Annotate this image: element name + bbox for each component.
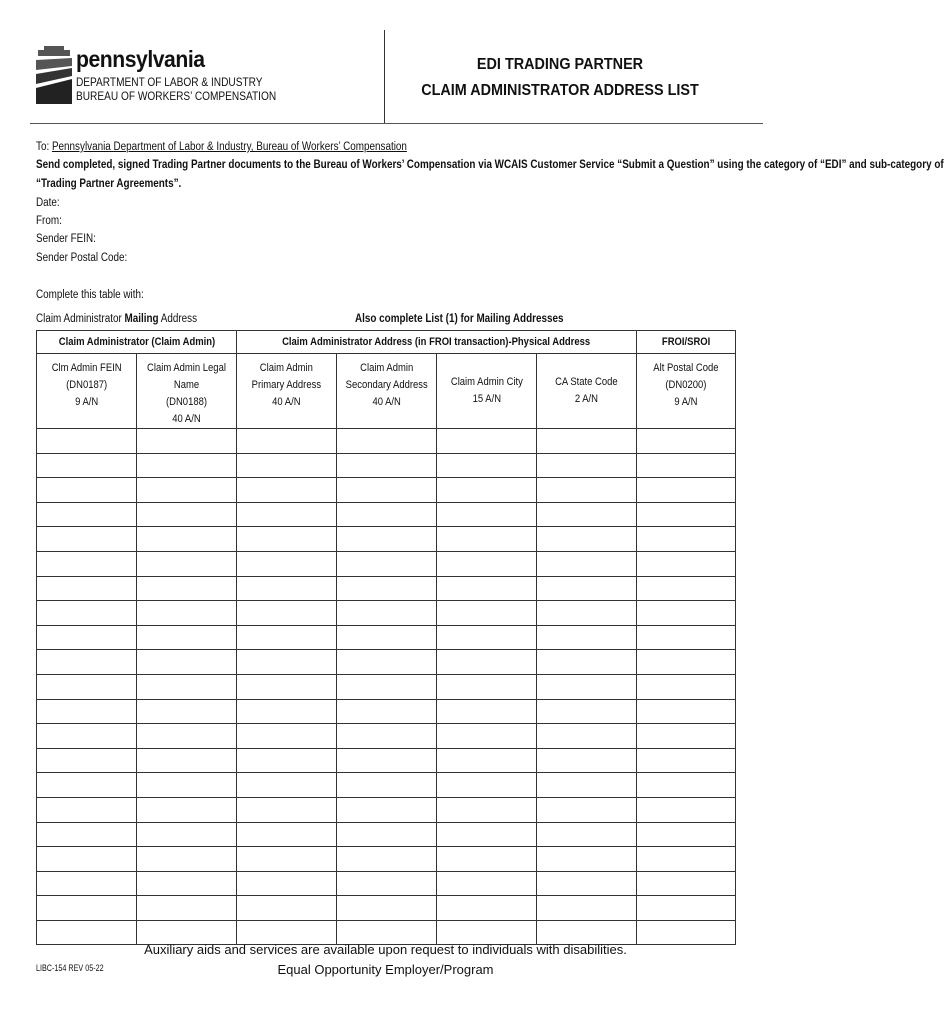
table-cell[interactable]: [537, 699, 637, 724]
form-number: LIBC-154 REV 05-22: [36, 963, 104, 973]
table-cell[interactable]: [137, 576, 237, 601]
table-cell[interactable]: [137, 847, 237, 872]
table-cell[interactable]: [437, 527, 537, 552]
table-cell[interactable]: [637, 453, 736, 478]
table-cell[interactable]: [337, 601, 437, 626]
group-header-claim-admin: Claim Administrator (Claim Admin): [37, 331, 237, 354]
address-list-table: [36, 330, 736, 945]
table-cell[interactable]: [37, 896, 137, 921]
table-cell[interactable]: [337, 551, 437, 576]
send-instructions-line2: “Trading Partner Agreements”.: [36, 178, 182, 190]
table-cell[interactable]: [137, 773, 237, 798]
table-cell[interactable]: [637, 502, 736, 527]
send-instructions-line1: Send completed, signed Trading Partner documents to the Bureau of Workers’ Compensation via WCAIS Customer Service “Submit a Question” using the category of “EDI” and sub-category of: [36, 159, 944, 171]
table-cell[interactable]: [637, 724, 736, 749]
table-cell[interactable]: [137, 674, 237, 699]
table-cell[interactable]: [537, 502, 637, 527]
table-row: [37, 896, 736, 921]
table-cell[interactable]: [237, 502, 337, 527]
col-header-primary-address: Claim Admin Primary Address 40 A/N: [237, 354, 337, 429]
table-cell[interactable]: [137, 551, 237, 576]
table-cell[interactable]: [37, 625, 137, 650]
col-header-secondary-address: Claim Admin Secondary Address 40 A/N: [337, 354, 437, 429]
table-row: [37, 847, 736, 872]
col-header-alt-postal: Alt Postal Code (DN0200) 9 A/N: [637, 354, 736, 429]
complete-table-label: Complete this table with:: [36, 289, 144, 301]
table-cell[interactable]: [537, 847, 637, 872]
table-cell[interactable]: [337, 896, 437, 921]
table-cell[interactable]: [337, 527, 437, 552]
table-cell[interactable]: [637, 748, 736, 773]
table-cell[interactable]: [637, 650, 736, 675]
table-cell[interactable]: [37, 502, 137, 527]
table-cell[interactable]: [437, 625, 537, 650]
pa-logo: [36, 44, 356, 114]
table-cell[interactable]: [37, 847, 137, 872]
table-cell[interactable]: [237, 601, 337, 626]
table-row: [37, 748, 736, 773]
from-label: From:: [36, 215, 62, 227]
sender-fein-label: Sender FEIN:: [36, 233, 96, 245]
table-cell[interactable]: [237, 847, 337, 872]
table-cell[interactable]: [137, 822, 237, 847]
table-cell[interactable]: [137, 478, 237, 503]
table-row: [37, 724, 736, 749]
table-cell[interactable]: [637, 478, 736, 503]
table-cell[interactable]: [437, 576, 537, 601]
table-cell[interactable]: [337, 453, 437, 478]
date-label: Date:: [36, 197, 60, 209]
table-cell[interactable]: [437, 699, 537, 724]
table-cell[interactable]: [437, 674, 537, 699]
table-cell[interactable]: [437, 502, 537, 527]
table-cell[interactable]: [337, 748, 437, 773]
table-row: [37, 551, 736, 576]
table-cell[interactable]: [437, 748, 537, 773]
table-cell[interactable]: [637, 773, 736, 798]
table-cell[interactable]: [437, 896, 537, 921]
table-cell[interactable]: [637, 797, 736, 822]
table-cell[interactable]: [37, 797, 137, 822]
table-cell[interactable]: [537, 674, 637, 699]
table-cell[interactable]: [237, 699, 337, 724]
table-cell[interactable]: [637, 625, 736, 650]
table-cell[interactable]: [437, 773, 537, 798]
table-row: [37, 601, 736, 626]
table-cell[interactable]: [137, 601, 237, 626]
table-cell[interactable]: [137, 724, 237, 749]
table-cell[interactable]: [37, 822, 137, 847]
table-cell[interactable]: [237, 822, 337, 847]
table-cell[interactable]: [437, 871, 537, 896]
title-line1: EDI TRADING PARTNER: [476, 56, 644, 73]
table-cell[interactable]: [537, 896, 637, 921]
table-cell[interactable]: [337, 797, 437, 822]
table-cell[interactable]: [537, 822, 637, 847]
table-row: [37, 797, 736, 822]
table-cell[interactable]: [237, 797, 337, 822]
logo-dept-line1: DEPARTMENT OF LABOR & INDUSTRY: [76, 77, 263, 89]
table-cell[interactable]: [237, 429, 337, 454]
table-cell[interactable]: [237, 551, 337, 576]
table-cell[interactable]: [37, 429, 137, 454]
table-cell[interactable]: [337, 847, 437, 872]
table-cell[interactable]: [537, 478, 637, 503]
table-cell[interactable]: [337, 429, 437, 454]
table-cell[interactable]: [537, 576, 637, 601]
mailing-suffix: Address: [158, 313, 198, 325]
table-row: [37, 453, 736, 478]
table-cell[interactable]: [637, 871, 736, 896]
table-row: [37, 502, 736, 527]
table-row: [37, 625, 736, 650]
table-row: [37, 478, 736, 503]
table-cell[interactable]: [37, 871, 137, 896]
table-row: [37, 773, 736, 798]
accessibility-note: Auxiliary aids and services are available upon request to individuals with disabilities.: [144, 942, 627, 957]
mailing-address-label: [36, 312, 197, 326]
table-cell[interactable]: [137, 650, 237, 675]
group-header-row: [37, 331, 736, 354]
table-cell[interactable]: [337, 650, 437, 675]
table-cell[interactable]: [237, 871, 337, 896]
table-row: [37, 650, 736, 675]
table-cell[interactable]: [637, 527, 736, 552]
table-cell[interactable]: [537, 748, 637, 773]
table-cell[interactable]: [637, 847, 736, 872]
table-cell[interactable]: [437, 650, 537, 675]
table-cell[interactable]: [37, 748, 137, 773]
table-cell[interactable]: [237, 724, 337, 749]
table-cell[interactable]: [37, 453, 137, 478]
footer-notice: [36, 940, 735, 980]
header-divider-vertical: [384, 30, 385, 124]
table-cell[interactable]: [37, 699, 137, 724]
col-header-legal-name: Claim Admin Legal Name (DN0188) 40 A/N: [137, 354, 237, 429]
col-header-state-code: CA State Code 2 A/N: [537, 354, 637, 429]
table-cell[interactable]: [37, 674, 137, 699]
table-cell[interactable]: [637, 429, 736, 454]
also-complete-note: Also complete List (1) for Mailing Addresses: [355, 313, 564, 325]
table-cell[interactable]: [537, 797, 637, 822]
table-cell[interactable]: [337, 625, 437, 650]
table-cell[interactable]: [137, 797, 237, 822]
table-cell[interactable]: [237, 773, 337, 798]
equal-opportunity-note: Equal Opportunity Employer/Program: [277, 962, 494, 977]
table-cell[interactable]: [537, 650, 637, 675]
document-title: [403, 52, 716, 104]
table-cell[interactable]: [437, 822, 537, 847]
table-cell[interactable]: [337, 822, 437, 847]
table-cell[interactable]: [537, 625, 637, 650]
table-cell[interactable]: [137, 896, 237, 921]
table-cell[interactable]: [137, 748, 237, 773]
table-cell[interactable]: [237, 674, 337, 699]
table-cell[interactable]: [237, 576, 337, 601]
table-row: [37, 674, 736, 699]
table-cell[interactable]: [537, 429, 637, 454]
table-cell[interactable]: [537, 527, 637, 552]
table-cell[interactable]: [437, 601, 537, 626]
group-header-froi-sroi: FROI/SROI: [637, 331, 736, 354]
logo-wordmark: pennsylvania: [76, 46, 205, 72]
table-cell[interactable]: [137, 871, 237, 896]
table-cell[interactable]: [337, 576, 437, 601]
table-row: [37, 429, 736, 454]
mailing-prefix: Claim Administrator: [36, 313, 125, 325]
table-cell[interactable]: [137, 429, 237, 454]
table-row: [37, 871, 736, 896]
table-row: [37, 576, 736, 601]
table-cell[interactable]: [437, 724, 537, 749]
table-cell[interactable]: [337, 724, 437, 749]
table-row: [37, 527, 736, 552]
col-header-fein: Clm Admin FEIN (DN0187) 9 A/N: [37, 354, 137, 429]
table-cell[interactable]: [537, 724, 637, 749]
keystone-logo-icon: [36, 44, 72, 106]
col-header-city: Claim Admin City 15 A/N: [437, 354, 537, 429]
table-cell[interactable]: [337, 502, 437, 527]
table-cell[interactable]: [437, 429, 537, 454]
to-line: [36, 140, 407, 154]
table-cell[interactable]: [537, 551, 637, 576]
table-row: [37, 699, 736, 724]
to-prefix: To:: [36, 141, 52, 153]
table-cell[interactable]: [237, 527, 337, 552]
group-header-physical-address: Claim Administrator Address (in FROI transaction)-Physical Address: [237, 331, 637, 354]
table-cell[interactable]: [337, 478, 437, 503]
table-cell[interactable]: [437, 847, 537, 872]
table-cell[interactable]: [137, 453, 237, 478]
table-cell[interactable]: [437, 551, 537, 576]
table-cell[interactable]: [37, 478, 137, 503]
table-cell[interactable]: [237, 453, 337, 478]
table-cell[interactable]: [237, 896, 337, 921]
table-cell[interactable]: [637, 896, 736, 921]
table-cell[interactable]: [337, 773, 437, 798]
table-cell[interactable]: [437, 478, 537, 503]
column-header-row: [37, 354, 736, 429]
table-cell[interactable]: [137, 527, 237, 552]
table-cell[interactable]: [237, 478, 337, 503]
table-cell[interactable]: [237, 625, 337, 650]
logo-dept-line2: BUREAU OF WORKERS’ COMPENSATION: [76, 91, 277, 103]
title-line2: CLAIM ADMINISTRATOR ADDRESS LIST: [421, 82, 699, 99]
table-cell[interactable]: [337, 871, 437, 896]
table-cell[interactable]: [537, 871, 637, 896]
to-recipient-link[interactable]: Pennsylvania Department of Labor & Industry, Bureau of Workers’ Compensation: [51, 141, 407, 153]
table-cell[interactable]: [137, 625, 237, 650]
logo-department: [76, 76, 276, 104]
table-cell[interactable]: [637, 674, 736, 699]
table-cell[interactable]: [137, 699, 237, 724]
table-cell[interactable]: [37, 724, 137, 749]
table-cell[interactable]: [437, 797, 537, 822]
table-cell[interactable]: [637, 699, 736, 724]
table-cell[interactable]: [37, 551, 137, 576]
table-cell[interactable]: [37, 773, 137, 798]
table-cell[interactable]: [637, 822, 736, 847]
table-cell[interactable]: [537, 453, 637, 478]
table-cell[interactable]: [537, 773, 637, 798]
table-cell[interactable]: [437, 453, 537, 478]
table-cell[interactable]: [637, 551, 736, 576]
table-cell[interactable]: [337, 699, 437, 724]
sender-postal-label: Sender Postal Code:: [36, 252, 128, 264]
table-cell[interactable]: [637, 576, 736, 601]
table-cell[interactable]: [37, 650, 137, 675]
table-cell[interactable]: [37, 601, 137, 626]
table-cell[interactable]: [237, 650, 337, 675]
table-cell[interactable]: [637, 601, 736, 626]
table-cell[interactable]: [537, 601, 637, 626]
table-cell[interactable]: [137, 502, 237, 527]
table-cell[interactable]: [37, 576, 137, 601]
table-row: [37, 822, 736, 847]
table-cell[interactable]: [237, 748, 337, 773]
table-cell[interactable]: [337, 674, 437, 699]
table-cell[interactable]: [37, 527, 137, 552]
header-divider-horizontal: [30, 123, 763, 124]
mailing-bold: Mailing: [124, 313, 159, 325]
